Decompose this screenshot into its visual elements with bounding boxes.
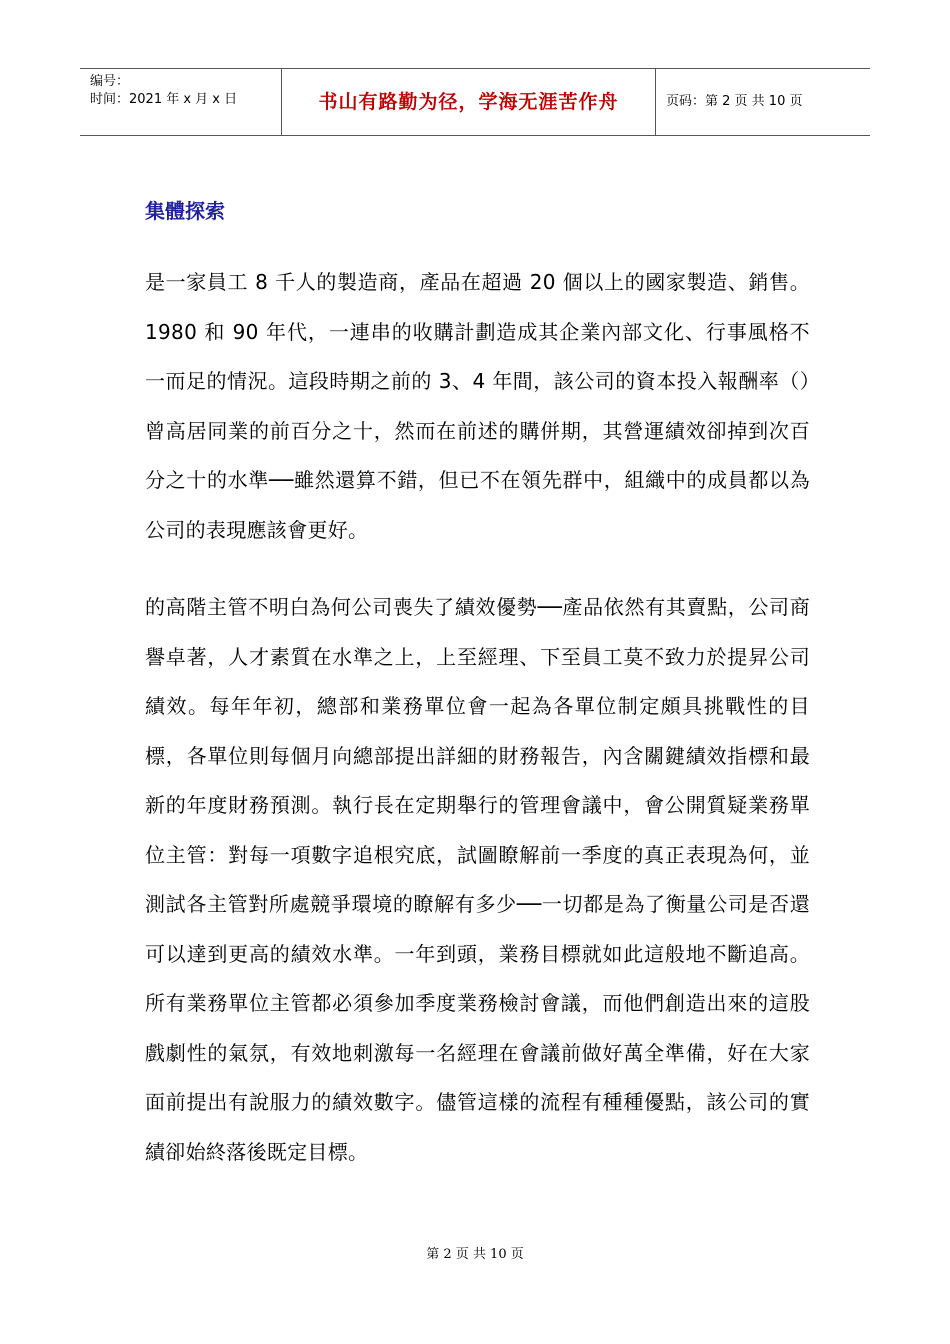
body-paragraph-2: 的高階主管不明白為何公司喪失了績效優勢──產品依然有其賣點，公司商譽卓著，人才素質在水準之上，上至經理、下至員工莫不致力於提昇公司績效。每年年初，總部和業務單位會一起為各單位制定頗具挑戰性的目標，各單位則每個月向總部提出詳細的財務報告，內含關鍵績效指標和最新的年度財務預測。執行長在定期舉行的管理會議中，會公開質疑業務單位主管：對每一項數字追根究底，試圖瞭解前一季度的真正表現為何，並測試各主管對所處競爭環境的瞭解有多少──一切都是為了衡量公司是否還可以達到更高的績效水準。一年到頭，業務目標就如此這般地不斷追高。所有業務單位主管都必須參加季度業務檢討會議，而他們創造出來的這股戲劇性的氣氛，有效地刺激每一名經理在會議前做好萬全準備，好在大家面前提出有說服力的績效數字。儘管這樣的流程有種種優點，該公司的實績卻始終落後既定目標。 xyxy=(145,595,810,1164)
header-motto: 书山有路勤为径，学海无涯苦作舟 xyxy=(318,91,619,113)
header-meta xyxy=(90,73,237,109)
body-paragraph-1: 是一家員工 8 千人的製造商，產品在超過 20 個以上的國家製造、銷售。1980 和 90 年代，一連串的收購計劃造成其企業內部文化、行事風格不一而足的情況。這段時期之前的 3、4 年間，該公司的資本投入報酬率（）曾高居同業的前百分之十，然而在前述的購併期，其營運績效卻掉到次百分之十的水準──雖然還算不錯，但已不在領先群中，組織中的成員都以為公司的表現應該會更好。 xyxy=(145,270,810,542)
header-table xyxy=(80,68,870,136)
date-label: 时间：2021 年 x 月 x 日 xyxy=(90,92,238,107)
section-title: 集體探索 xyxy=(145,199,225,223)
header-page-info: 页码：第 2 页 共 10 页 xyxy=(666,94,803,109)
page-footer: 第 2 页 共 10 页 xyxy=(426,1247,524,1262)
header-divider-right xyxy=(655,69,656,135)
number-label: 编号： xyxy=(90,74,130,89)
